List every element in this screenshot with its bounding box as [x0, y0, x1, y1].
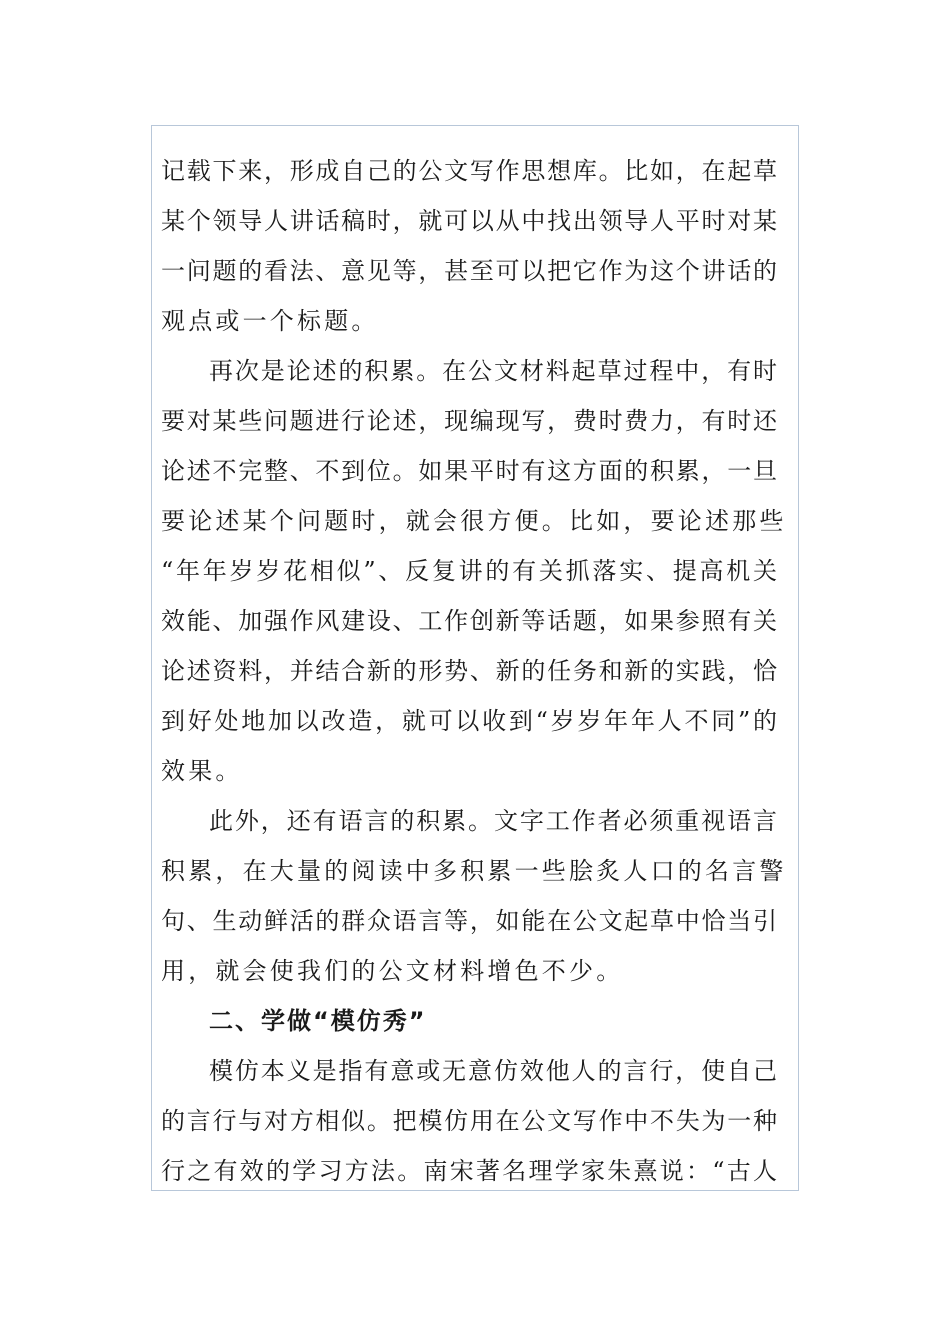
text-line: 要论述某个问题时，就会很方便。比如，要论述那些 — [161, 507, 787, 535]
paragraph-first-line: 模仿本义是指有意或无意仿效他人的言行，使自己 — [209, 1057, 777, 1085]
paragraph-first-line: 再次是论述的积累。在公文材料起草过程中，有时 — [209, 357, 777, 385]
text-line: 效能、加强作风建设、工作创新等话题，如果参照有关 — [161, 607, 777, 635]
text-line: 到好处地加以改造，就可以收到“岁岁年年人不同”的 — [161, 707, 777, 735]
section-heading: 二、学做“模仿秀” — [209, 1007, 427, 1035]
text-line: 论述资料，并结合新的形势、新的任务和新的实践，恰 — [161, 657, 777, 685]
text-line: 论述不完整、不到位。如果平时有这方面的积累，一旦 — [161, 457, 777, 485]
text-line: 观点或一个标题。 — [161, 307, 379, 335]
text-line: 记载下来，形成自己的公文写作思想库。比如，在起草 — [161, 157, 777, 185]
text-line: 效果。 — [161, 757, 243, 785]
text-line: 行之有效的学习方法。南宋著名理学家朱熹说：“古人 — [161, 1157, 777, 1185]
text-line: “年年岁岁花相似”、反复讲的有关抓落实、提高机关 — [161, 557, 777, 585]
text-line: 用，就会使我们的公文材料增色不少。 — [161, 957, 624, 985]
text-line: 某个领导人讲话稿时，就可以从中找出领导人平时对某 — [161, 207, 777, 235]
text-line: 积累，在大量的阅读中多积累一些脍炙人口的名言警 — [161, 857, 787, 885]
document-text-area — [161, 146, 787, 1191]
text-line: 的言行与对方相似。把模仿用在公文写作中不失为一种 — [161, 1107, 777, 1135]
text-line: 句、生动鲜活的群众语言等，如能在公文起草中恰当引 — [161, 907, 777, 935]
paragraph-first-line: 此外，还有语言的积累。文字工作者必须重视语言 — [209, 807, 777, 835]
text-line: 要对某些问题进行论述，现编现写，费时费力，有时还 — [161, 407, 777, 435]
text-line: 一问题的看法、意见等，甚至可以把它作为这个讲话的 — [161, 257, 777, 285]
document-page-frame — [151, 125, 799, 1191]
